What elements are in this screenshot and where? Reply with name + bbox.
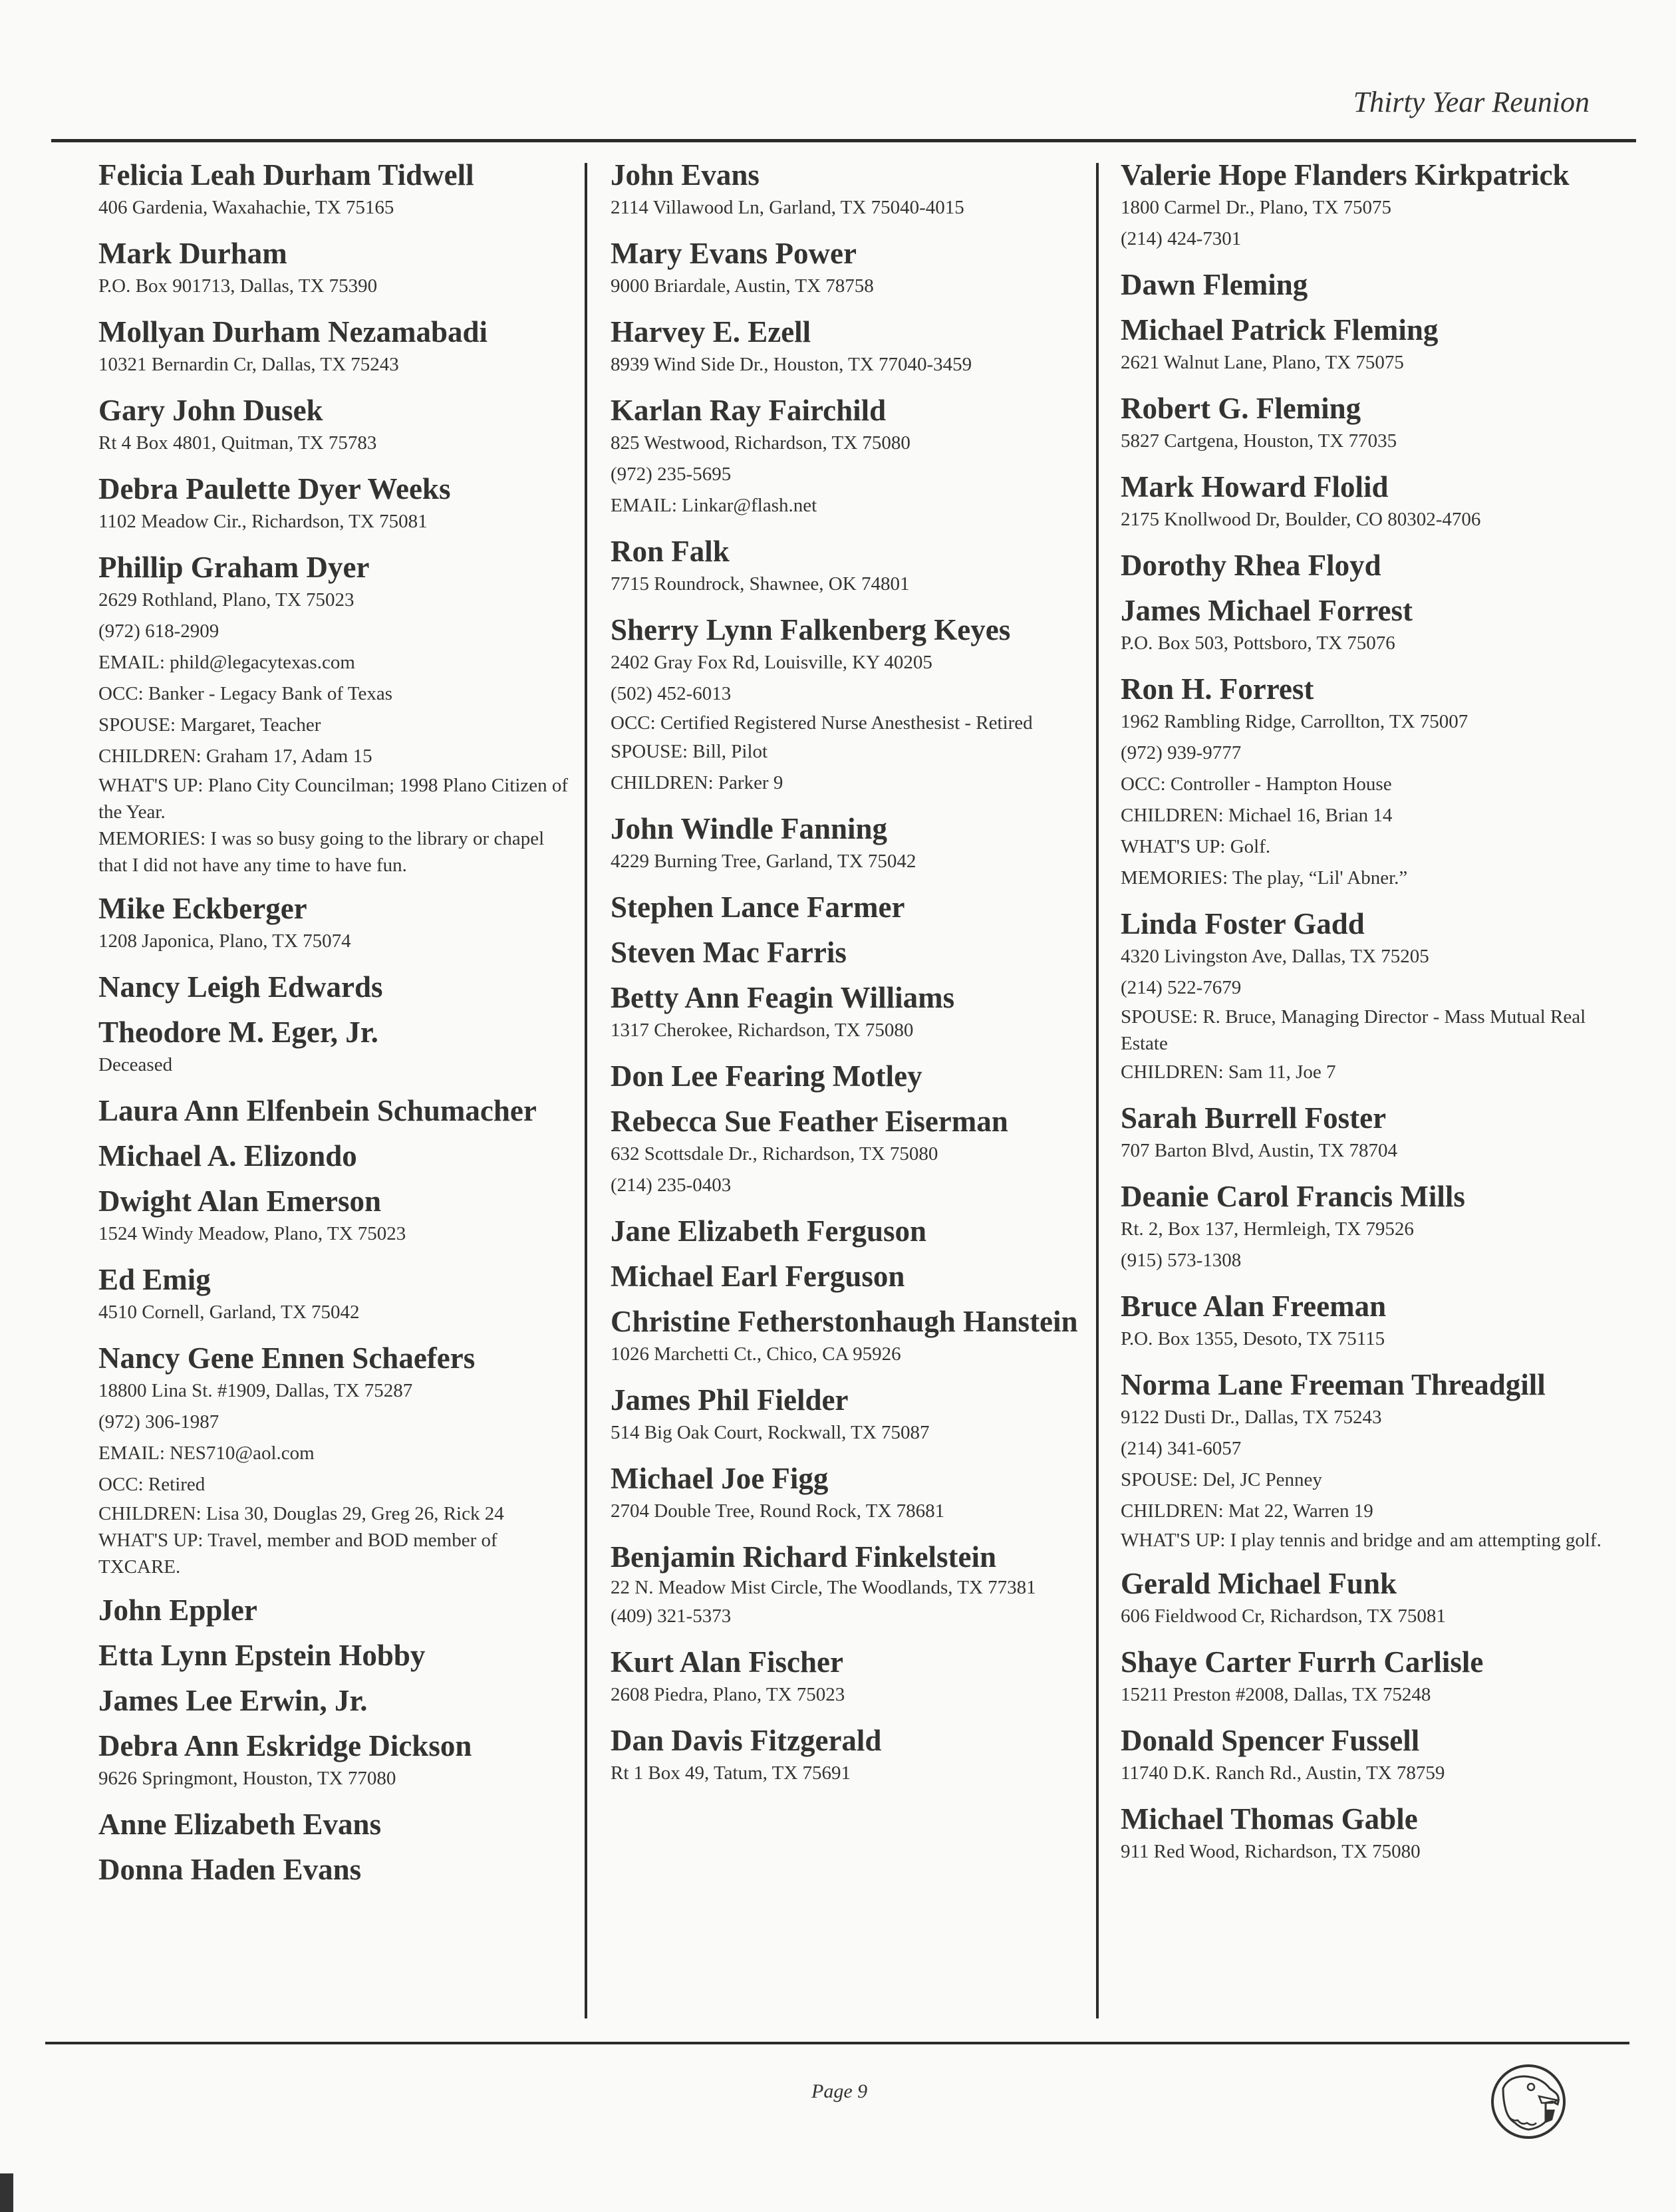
occupation: OCC: Retired — [98, 1474, 206, 1495]
person-name: James Michael Forrest — [1121, 594, 1413, 627]
directory-entry — [98, 1730, 577, 1794]
directory-entry — [611, 1216, 1089, 1246]
address: Rt 1 Box 49, Tatum, TX 75691 — [611, 1762, 851, 1784]
directory-entry — [611, 238, 1089, 302]
person-name: James Phil Fielder — [611, 1383, 849, 1417]
address: 15211 Preston #2008, Dallas, TX 75248 — [1121, 1684, 1431, 1705]
address: 2114 Villawood Ln, Garland, TX 75040-4015 — [611, 197, 964, 218]
person-name: Michael Thomas Gable — [1121, 1802, 1418, 1836]
address: 2704 Double Tree, Round Rock, TX 78681 — [611, 1500, 945, 1522]
directory-entry — [611, 536, 1089, 600]
directory-entry — [98, 1809, 577, 1840]
address: 1524 Windy Meadow, Plano, TX 75023 — [98, 1223, 406, 1244]
person-name: Don Lee Fearing Motley — [611, 1059, 922, 1093]
address: 514 Big Oak Court, Rockwall, TX 75087 — [611, 1422, 930, 1443]
address: 1208 Japonica, Plano, TX 75074 — [98, 930, 351, 952]
person-name: Jane Elizabeth Ferguson — [611, 1214, 927, 1248]
address: P.O. Box 503, Pottsboro, TX 75076 — [1121, 632, 1395, 654]
email: EMAIL: NES710@aol.com — [98, 1443, 315, 1464]
person-name: Gerald Michael Funk — [1121, 1567, 1397, 1600]
directory-entry — [611, 615, 1089, 799]
address: 2629 Rothland, Plano, TX 75023 — [98, 589, 354, 611]
spouse: SPOUSE: Del, JC Penney — [1121, 1469, 1322, 1490]
person-name: Anne Elizabeth Evans — [98, 1808, 382, 1841]
directory-entry — [1121, 1181, 1606, 1276]
phone-number: (214) 424-7301 — [1121, 228, 1242, 249]
address: 632 Scottsdale Dr., Richardson, TX 75080 — [611, 1143, 938, 1165]
children: CHILDREN: Sam 11, Joe 7 — [1121, 1061, 1336, 1083]
directory-entry — [611, 982, 1089, 1046]
directory-entry — [98, 474, 577, 537]
address: 4510 Cornell, Garland, TX 75042 — [98, 1302, 360, 1323]
person-name: John Windle Fanning — [611, 812, 888, 845]
spouse: SPOUSE: R. Bruce, Managing Director - Mass Mutual Real Estate — [1121, 1006, 1586, 1054]
spouse: SPOUSE: Margaret, Teacher — [98, 714, 321, 736]
address: 2608 Piedra, Plano, TX 75023 — [611, 1684, 845, 1705]
children: CHILDREN: Michael 16, Brian 14 — [1121, 805, 1393, 826]
directory-entry — [611, 1725, 1089, 1789]
memories: MEMORIES: The play, “Lil' Abner.” — [1121, 867, 1408, 889]
person-name: Kurt Alan Fischer — [611, 1645, 843, 1679]
directory-entry — [98, 238, 577, 302]
person-name: Donald Spencer Fussell — [1121, 1724, 1420, 1757]
person-name: Christine Fetherstonhaugh Hanstein — [611, 1305, 1078, 1338]
person-name: Nancy Gene Ennen Schaefers — [98, 1341, 476, 1375]
address: 9000 Briardale, Austin, TX 78758 — [611, 275, 874, 297]
directory-entry — [1121, 1103, 1606, 1167]
directory-entry — [1121, 595, 1606, 659]
address: 4229 Burning Tree, Garland, TX 75042 — [611, 851, 916, 872]
directory-entry — [98, 395, 577, 459]
running-title: Thirty Year Reunion — [1353, 86, 1590, 118]
person-name: Donna Haden Evans — [98, 1853, 362, 1886]
person-name: Betty Ann Feagin Williams — [611, 981, 955, 1014]
footer-rule — [45, 2042, 1629, 2044]
person-name: Phillip Graham Dyer — [98, 551, 370, 584]
person-name: Etta Lynn Epstein Hobby — [98, 1639, 426, 1672]
person-name: Norma Lane Freeman Threadgill — [1121, 1368, 1546, 1401]
address: 911 Red Wood, Richardson, TX 75080 — [1121, 1841, 1421, 1862]
directory-entry — [611, 1261, 1089, 1292]
address: 5827 Cartgena, Houston, TX 77035 — [1121, 430, 1397, 452]
phone-number: (972) 235-5695 — [611, 464, 732, 485]
directory-entry — [1121, 1725, 1606, 1789]
person-name: Ed Emig — [98, 1263, 211, 1296]
directory-entry — [98, 1685, 577, 1716]
address: 1317 Cherokee, Richardson, TX 75080 — [611, 1020, 914, 1041]
address: 8939 Wind Side Dr., Houston, TX 77040-3459 — [611, 354, 972, 375]
directory-entry — [1121, 315, 1606, 378]
person-name: Michael Earl Ferguson — [611, 1260, 905, 1293]
directory-entry — [98, 893, 577, 957]
whats-up: WHAT'S UP: I play tennis and bridge and am attempting golf. — [1121, 1530, 1602, 1551]
occupation: OCC: Banker - Legacy Bank of Texas — [98, 683, 392, 704]
email: EMAIL: Linkar@flash.net — [611, 495, 817, 516]
directory-entry — [98, 1854, 577, 1885]
directory-entry — [1121, 1568, 1606, 1632]
address: 825 Westwood, Richardson, TX 75080 — [611, 432, 910, 454]
directory-entry — [98, 1017, 577, 1081]
directory-entry — [611, 892, 1089, 922]
address: 22 N. Meadow Mist Circle, The Woodlands, TX 77381 — [611, 1577, 1036, 1598]
address: Rt 4 Box 4801, Quitman, TX 75783 — [98, 432, 377, 454]
children: CHILDREN: Mat 22, Warren 19 — [1121, 1500, 1373, 1522]
directory-entry — [1121, 1804, 1606, 1867]
children: CHILDREN: Parker 9 — [611, 772, 783, 793]
address: 10321 Bernardin Cr, Dallas, TX 75243 — [98, 354, 399, 375]
directory-entry — [1121, 908, 1606, 1088]
directory-entry — [98, 1343, 577, 1580]
directory-entry — [611, 937, 1089, 968]
directory-entry — [1121, 472, 1606, 535]
phone-number: (972) 939-9777 — [1121, 742, 1242, 763]
person-name: Robert G. Fleming — [1121, 392, 1361, 425]
column-divider — [1096, 163, 1099, 2018]
person-name: Dwight Alan Emerson — [98, 1184, 382, 1218]
directory-entry — [1121, 674, 1606, 894]
email: EMAIL: phild@legacytexas.com — [98, 652, 355, 673]
person-name: Dan Davis Fitzgerald — [611, 1724, 882, 1757]
memories: MEMORIES: I was so busy going to the library or chapel that I did not have any time to have fun. — [98, 828, 545, 876]
directory-column-3 — [1121, 160, 1606, 1882]
scan-edge-mark — [0, 2173, 13, 2212]
person-name: Linda Foster Gadd — [1121, 907, 1365, 940]
person-name: Mark Howard Flolid — [1121, 470, 1389, 503]
person-name: Mark Durham — [98, 237, 287, 270]
address: P.O. Box 901713, Dallas, TX 75390 — [98, 275, 378, 297]
address: 18800 Lina St. #1909, Dallas, TX 75287 — [98, 1380, 413, 1401]
address: 7715 Roundrock, Shawnee, OK 74801 — [611, 573, 910, 595]
address: P.O. Box 1355, Desoto, TX 75115 — [1121, 1328, 1385, 1349]
directory-entry — [611, 317, 1089, 380]
person-name: James Lee Erwin, Jr. — [98, 1684, 368, 1717]
directory-column-1 — [98, 160, 577, 1899]
phone-number: (502) 452-6013 — [611, 683, 732, 704]
address: 1800 Carmel Dr., Plano, TX 75075 — [1121, 197, 1392, 218]
person-name: Gary John Dusek — [98, 394, 323, 427]
person-name: Shaye Carter Furrh Carlisle — [1121, 1645, 1484, 1679]
children: CHILDREN: Graham 17, Adam 15 — [98, 746, 372, 767]
person-name: Sherry Lynn Falkenberg Keyes — [611, 613, 1011, 646]
address: 2175 Knollwood Dr, Boulder, CO 80302-4706 — [1121, 509, 1481, 530]
directory-entry — [1121, 550, 1606, 581]
person-name: Benjamin Richard Finkelstein — [611, 1540, 997, 1574]
person-name: John Eppler — [98, 1593, 257, 1627]
directory-entry — [1121, 1291, 1606, 1355]
directory-entry — [98, 160, 577, 223]
person-name: Stephen Lance Farmer — [611, 891, 905, 924]
address: 11740 D.K. Ranch Rd., Austin, TX 78759 — [1121, 1762, 1445, 1784]
person-name: Debra Paulette Dyer Weeks — [98, 472, 451, 505]
header-rule — [51, 139, 1636, 142]
whats-up: WHAT'S UP: Travel, member and BOD member of TXCARE. — [98, 1530, 497, 1578]
person-name: Mike Eckberger — [98, 892, 307, 925]
phone-number: (214) 341-6057 — [1121, 1438, 1242, 1459]
children: CHILDREN: Lisa 30, Douglas 29, Greg 26, Rick 24 — [98, 1503, 504, 1524]
spouse: SPOUSE: Bill, Pilot — [611, 741, 768, 762]
phone-number: (214) 522-7679 — [1121, 977, 1242, 998]
directory-column-2 — [611, 160, 1089, 1804]
eagle-head-logo-icon — [1488, 2062, 1568, 2142]
address: 2621 Walnut Lane, Plano, TX 75075 — [1121, 352, 1404, 373]
person-name: Rebecca Sue Feather Eiserman — [611, 1105, 1008, 1138]
directory-entry — [611, 1106, 1089, 1201]
directory-entry — [1121, 393, 1606, 457]
directory-entry — [98, 552, 577, 879]
person-name: Theodore M. Eger, Jr. — [98, 1016, 378, 1049]
occupation: OCC: Certified Registered Nurse Anesthesist - Retired — [611, 712, 1033, 734]
address: 406 Gardenia, Waxahachie, TX 75165 — [98, 197, 394, 218]
status-note: Deceased — [98, 1054, 173, 1075]
directory-entry — [611, 395, 1089, 521]
person-name: Deanie Carol Francis Mills — [1121, 1180, 1465, 1213]
directory-entry — [98, 317, 577, 380]
person-name: Mollyan Durham Nezamabadi — [98, 315, 488, 348]
directory-entry — [1121, 1647, 1606, 1711]
directory-entry — [611, 813, 1089, 877]
person-name: Michael Patrick Fleming — [1121, 313, 1439, 346]
person-name: Debra Ann Eskridge Dickson — [98, 1729, 472, 1762]
occupation: OCC: Controller - Hampton House — [1121, 773, 1392, 795]
person-name: Valerie Hope Flanders Kirkpatrick — [1121, 158, 1570, 192]
person-name: Ron Falk — [611, 535, 730, 568]
directory-entry — [98, 1595, 577, 1625]
person-name: Sarah Burrell Foster — [1121, 1101, 1387, 1135]
directory-entry — [611, 1061, 1089, 1091]
phone-number: (409) 321-5373 — [611, 1605, 732, 1627]
phone-number: (972) 618-2909 — [98, 621, 219, 642]
person-name: Felicia Leah Durham Tidwell — [98, 158, 474, 192]
directory-entry — [611, 1306, 1089, 1370]
person-name: Nancy Leigh Edwards — [98, 970, 383, 1004]
person-name: Michael Joe Figg — [611, 1462, 829, 1495]
whats-up: WHAT'S UP: Golf. — [1121, 836, 1271, 857]
directory-entry — [611, 1647, 1089, 1711]
person-name: Laura Ann Elfenbein Schumacher — [98, 1094, 537, 1127]
page-number: Page 9 — [811, 2080, 868, 2102]
directory-entry — [98, 1186, 577, 1250]
directory-entry — [1121, 269, 1606, 300]
person-name: John Evans — [611, 158, 760, 192]
address: 1962 Rambling Ridge, Carrollton, TX 75007 — [1121, 711, 1468, 732]
directory-entry — [1121, 160, 1606, 255]
address: 2402 Gray Fox Rd, Louisville, KY 40205 — [611, 652, 932, 673]
column-divider — [585, 163, 587, 2018]
person-name: Harvey E. Ezell — [611, 315, 811, 348]
address: 1102 Meadow Cir., Richardson, TX 75081 — [98, 511, 428, 532]
person-name: Dorothy Rhea Floyd — [1121, 549, 1381, 582]
person-name: Steven Mac Farris — [611, 936, 847, 969]
phone-number: (915) 573-1308 — [1121, 1250, 1242, 1271]
person-name: Mary Evans Power — [611, 237, 857, 270]
address: Rt. 2, Box 137, Hermleigh, TX 79526 — [1121, 1218, 1414, 1240]
directory-entry — [98, 972, 577, 1002]
directory-entry — [98, 1264, 577, 1328]
directory-entry — [611, 1542, 1089, 1632]
address: 1026 Marchetti Ct., Chico, CA 95926 — [611, 1343, 901, 1365]
person-name: Michael A. Elizondo — [98, 1139, 357, 1173]
person-name: Ron H. Forrest — [1121, 672, 1314, 706]
address: 606 Fieldwood Cr, Richardson, TX 75081 — [1121, 1605, 1446, 1627]
directory-entry — [98, 1141, 577, 1171]
address: 9626 Springmont, Houston, TX 77080 — [98, 1768, 396, 1789]
directory-entry — [611, 160, 1089, 223]
person-name: Karlan Ray Fairchild — [611, 394, 887, 427]
directory-entry — [611, 1463, 1089, 1527]
directory-entry — [611, 1385, 1089, 1449]
directory-entry — [1121, 1369, 1606, 1554]
phone-number: (972) 306-1987 — [98, 1411, 219, 1433]
directory-entry — [98, 1640, 577, 1671]
person-name: Bruce Alan Freeman — [1121, 1290, 1387, 1323]
person-name: Dawn Fleming — [1121, 268, 1308, 301]
address: 9122 Dusti Dr., Dallas, TX 75243 — [1121, 1407, 1382, 1428]
directory-entry — [98, 1095, 577, 1126]
address: 4320 Livingston Ave, Dallas, TX 75205 — [1121, 946, 1429, 967]
whats-up: WHAT'S UP: Plano City Councilman; 1998 Plano Citizen of the Year. — [98, 775, 569, 823]
phone-number: (214) 235-0403 — [611, 1175, 732, 1196]
address: 707 Barton Blvd, Austin, TX 78704 — [1121, 1140, 1397, 1161]
